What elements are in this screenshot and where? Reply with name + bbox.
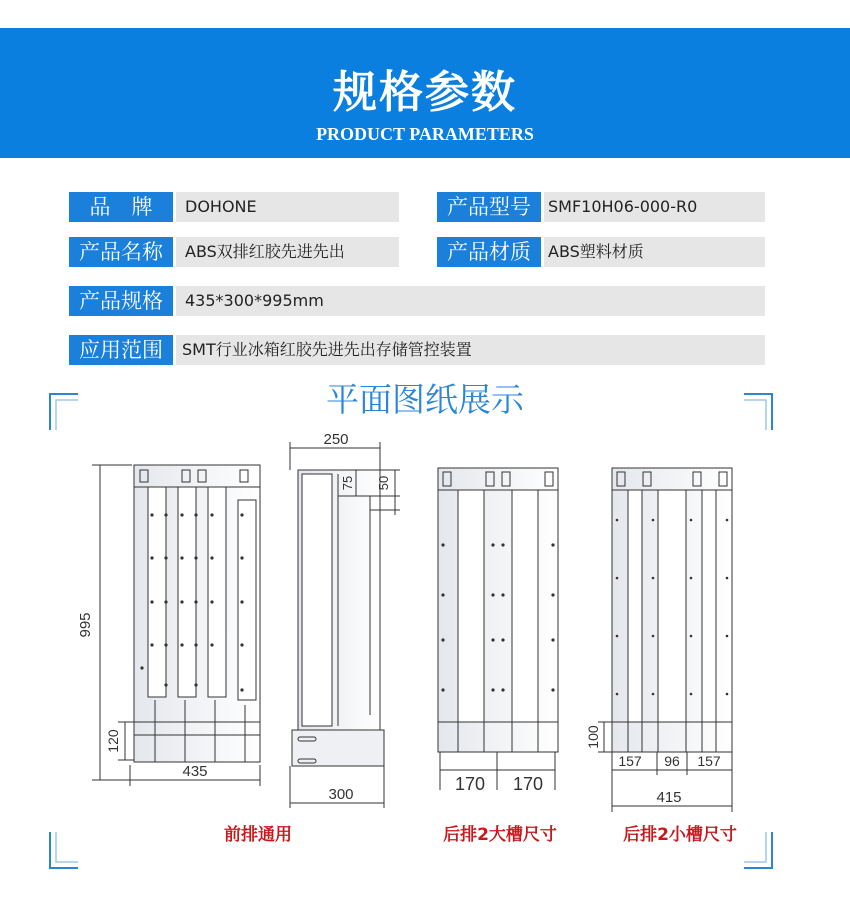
side-top-width-dim: 250	[323, 431, 349, 448]
rear-small-total-width-dim: 415	[656, 789, 682, 806]
drawings-title: 平面图纸展示	[326, 380, 524, 419]
brand-value: DOHONE	[176, 192, 399, 222]
front-view-caption: 前排通用	[224, 825, 292, 845]
brand-label: 品 牌	[69, 192, 173, 222]
size-label: 产品规格	[69, 286, 173, 316]
model-value: SMF10H06-000-R0	[544, 192, 765, 222]
side-view-drawing	[290, 442, 400, 808]
rear-small-left-slot-dim: 157	[618, 753, 642, 769]
front-bottom-height-dim: 120	[105, 729, 121, 753]
material-value: ABS塑料材质	[544, 237, 765, 267]
rear-small-right-slot-dim: 157	[697, 753, 721, 769]
rear-small-gap-dim: 96	[664, 753, 680, 769]
page-subtitle: PRODUCT PARAMETERS	[316, 124, 534, 144]
usage-label: 应用范围	[69, 335, 173, 365]
usage-value: SMT行业冰箱红胶先进先出存储管控装置	[176, 335, 765, 365]
rear-large-caption: 后排2大槽尺寸	[443, 825, 557, 845]
model-label: 产品型号	[437, 192, 541, 222]
material-label: 产品材质	[437, 237, 541, 267]
rear-small-bottom-height-dim: 100	[585, 725, 601, 749]
page-title: 规格参数	[333, 67, 517, 118]
front-height-dim: 995	[77, 612, 94, 638]
rear-large-right-slot-dim: 170	[512, 774, 544, 794]
side-bottom-width-dim: 300	[328, 786, 354, 803]
rear-large-left-slot-dim: 170	[454, 774, 486, 794]
size-value: 435*300*995mm	[176, 286, 765, 316]
side-dim-50: 50	[376, 475, 391, 491]
name-value: ABS双排红胶先进先出	[176, 237, 399, 267]
rear-small-caption: 后排2小槽尺寸	[623, 825, 737, 845]
name-label: 产品名称	[69, 237, 173, 267]
front-width-dim: 435	[182, 763, 208, 780]
side-dim-75: 75	[340, 475, 355, 491]
rear-large-slot-drawing	[438, 468, 558, 790]
